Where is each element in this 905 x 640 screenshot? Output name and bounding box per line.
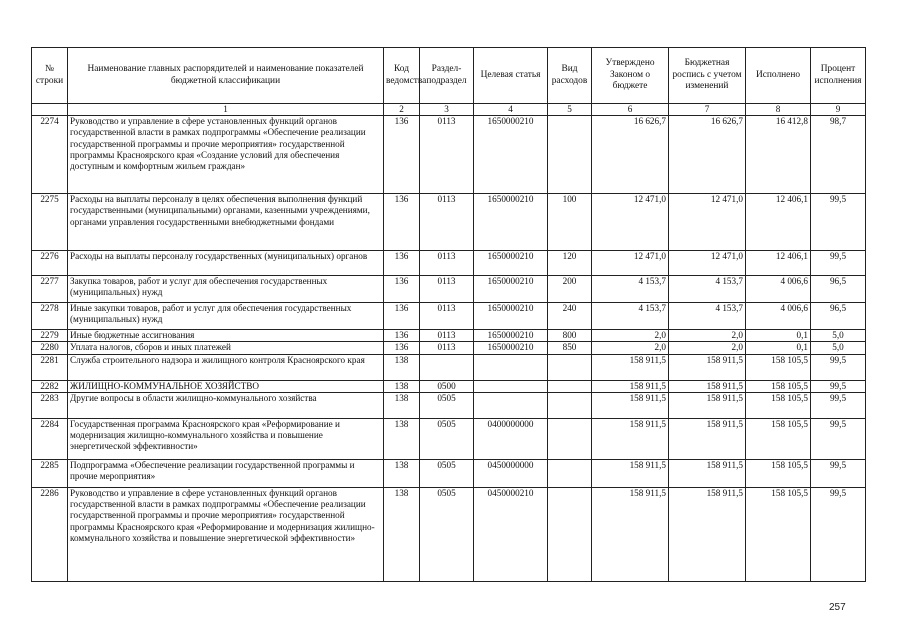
row-percent: 99,5 <box>811 354 866 380</box>
table-row <box>32 303 866 330</box>
table-row <box>32 330 866 342</box>
row-number: 2281 <box>32 354 68 380</box>
row-number: 2283 <box>32 392 68 418</box>
row-section: 0505 <box>420 487 474 581</box>
row-executed: 158 105,5 <box>746 392 811 418</box>
row-budget-schedule: 158 911,5 <box>669 354 746 380</box>
header-section: Раздел-подраздел <box>420 48 474 104</box>
row-budget-schedule: 4 153,7 <box>669 303 746 330</box>
row-percent: 99,5 <box>811 459 866 487</box>
row-dept-code: 138 <box>384 380 420 392</box>
row-approved: 158 911,5 <box>592 354 669 380</box>
row-name: Другие вопросы в области жилищно-коммунального хозяйства <box>68 392 384 418</box>
row-budget-schedule: 158 911,5 <box>669 418 746 459</box>
row-percent: 96,5 <box>811 276 866 303</box>
row-percent: 98,7 <box>811 116 866 194</box>
row-percent: 99,5 <box>811 418 866 459</box>
row-section: 0113 <box>420 116 474 194</box>
row-executed: 158 105,5 <box>746 418 811 459</box>
row-budget-schedule: 12 471,0 <box>669 194 746 251</box>
table-row <box>32 342 866 354</box>
row-number: 2276 <box>32 251 68 276</box>
row-expense-type: 120 <box>548 251 592 276</box>
row-expense-type: 800 <box>548 330 592 342</box>
row-budget-schedule: 2,0 <box>669 342 746 354</box>
row-budget-schedule: 12 471,0 <box>669 251 746 276</box>
header-approved: Утверждено Законом о бюджете <box>592 48 669 104</box>
row-section: 0500 <box>420 380 474 392</box>
row-section: 0505 <box>420 418 474 459</box>
row-name: Закупка товаров, работ и услуг для обеспечения государственных (муниципальных) нужд <box>68 276 384 303</box>
page-number: 257 <box>829 602 846 613</box>
column-number: 1 <box>68 104 384 116</box>
row-approved: 158 911,5 <box>592 392 669 418</box>
row-budget-schedule: 16 626,7 <box>669 116 746 194</box>
row-number: 2280 <box>32 342 68 354</box>
row-target-article: 1650000210 <box>474 251 548 276</box>
row-number: 2278 <box>32 303 68 330</box>
row-number: 2274 <box>32 116 68 194</box>
row-expense-type: 850 <box>548 342 592 354</box>
row-expense-type <box>548 418 592 459</box>
row-name: ЖИЛИЩНО-КОММУНАЛЬНОЕ ХОЗЯЙСТВО <box>68 380 384 392</box>
row-name: Расходы на выплаты персоналу государственных (муниципальных) органов <box>68 251 384 276</box>
row-section: 0505 <box>420 392 474 418</box>
row-executed: 16 412,8 <box>746 116 811 194</box>
header-name: Наименование главных распорядителей и наименование показателей бюджетной классификации <box>68 48 384 104</box>
row-executed: 0,1 <box>746 342 811 354</box>
row-target-article: 0450000210 <box>474 487 548 581</box>
row-executed: 158 105,5 <box>746 354 811 380</box>
table-row <box>32 459 866 487</box>
column-number: 3 <box>420 104 474 116</box>
row-approved: 158 911,5 <box>592 487 669 581</box>
row-target-article: 1650000210 <box>474 194 548 251</box>
column-number: 8 <box>746 104 811 116</box>
header-row <box>32 48 866 104</box>
row-approved: 158 911,5 <box>592 380 669 392</box>
column-number: 6 <box>592 104 669 116</box>
row-target-article: 0450000000 <box>474 459 548 487</box>
row-name: Служба строительного надзора и жилищного контроля Красноярского края <box>68 354 384 380</box>
row-executed: 4 006,6 <box>746 303 811 330</box>
column-number <box>32 104 68 116</box>
row-section: 0113 <box>420 303 474 330</box>
row-executed: 158 105,5 <box>746 459 811 487</box>
row-target-article: 1650000210 <box>474 303 548 330</box>
row-dept-code: 138 <box>384 392 420 418</box>
row-approved: 4 153,7 <box>592 303 669 330</box>
row-expense-type <box>548 392 592 418</box>
row-budget-schedule: 4 153,7 <box>669 276 746 303</box>
row-target-article: 1650000210 <box>474 342 548 354</box>
row-dept-code: 138 <box>384 459 420 487</box>
row-target-article <box>474 380 548 392</box>
table-row <box>32 418 866 459</box>
row-percent: 96,5 <box>811 303 866 330</box>
row-approved: 2,0 <box>592 342 669 354</box>
column-number-row <box>32 104 866 116</box>
table-row <box>32 276 866 303</box>
row-dept-code: 136 <box>384 116 420 194</box>
row-name: Уплата налогов, сборов и иных платежей <box>68 342 384 354</box>
row-dept-code: 138 <box>384 418 420 459</box>
row-target-article <box>474 392 548 418</box>
row-percent: 99,5 <box>811 487 866 581</box>
row-executed: 158 105,5 <box>746 380 811 392</box>
row-percent: 5,0 <box>811 330 866 342</box>
row-executed: 12 406,1 <box>746 251 811 276</box>
row-dept-code: 136 <box>384 342 420 354</box>
column-number: 9 <box>811 104 866 116</box>
row-approved: 2,0 <box>592 330 669 342</box>
header-expense-type: Вид расходов <box>548 48 592 104</box>
row-number: 2286 <box>32 487 68 581</box>
row-section: 0113 <box>420 194 474 251</box>
table-row <box>32 194 866 251</box>
row-number: 2284 <box>32 418 68 459</box>
row-executed: 4 006,6 <box>746 276 811 303</box>
row-dept-code: 136 <box>384 303 420 330</box>
row-budget-schedule: 158 911,5 <box>669 487 746 581</box>
row-approved: 16 626,7 <box>592 116 669 194</box>
row-expense-type: 100 <box>548 194 592 251</box>
row-expense-type: 240 <box>548 303 592 330</box>
row-approved: 4 153,7 <box>592 276 669 303</box>
row-executed: 12 406,1 <box>746 194 811 251</box>
row-section: 0113 <box>420 330 474 342</box>
header-dept-code: Код ведомства <box>384 48 420 104</box>
header-executed: Исполнено <box>746 48 811 104</box>
row-dept-code: 138 <box>384 487 420 581</box>
row-section: 0113 <box>420 276 474 303</box>
row-target-article: 1650000210 <box>474 276 548 303</box>
row-approved: 12 471,0 <box>592 251 669 276</box>
row-name: Руководство и управление в сфере установленных функций органов государственной власти в рамках подпрограммы «Обеспечение реализации государственной программы и прочие мероприятия» государственной программы Красноярского края «Реформирование и модернизация жилищно-коммунального хозяйства и повышение энергетической эффективности» <box>68 487 384 581</box>
table-row <box>32 392 866 418</box>
row-target-article: 1650000210 <box>474 330 548 342</box>
row-expense-type <box>548 459 592 487</box>
row-name: Иные бюджетные ассигнования <box>68 330 384 342</box>
row-budget-schedule: 158 911,5 <box>669 380 746 392</box>
header-row-no: № строки <box>32 48 68 104</box>
row-percent: 99,5 <box>811 380 866 392</box>
row-section: 0505 <box>420 459 474 487</box>
table-row <box>32 380 866 392</box>
row-executed: 158 105,5 <box>746 487 811 581</box>
row-section: 0113 <box>420 251 474 276</box>
row-approved: 12 471,0 <box>592 194 669 251</box>
header-target-article: Целевая статья <box>474 48 548 104</box>
row-name: Подпрограмма «Обеспечение реализации государственной программы и прочие мероприятия» <box>68 459 384 487</box>
row-dept-code: 136 <box>384 251 420 276</box>
row-budget-schedule: 158 911,5 <box>669 459 746 487</box>
row-expense-type <box>548 487 592 581</box>
row-percent: 99,5 <box>811 392 866 418</box>
row-section: 0113 <box>420 342 474 354</box>
row-approved: 158 911,5 <box>592 459 669 487</box>
row-dept-code: 136 <box>384 194 420 251</box>
row-number: 2277 <box>32 276 68 303</box>
row-approved: 158 911,5 <box>592 418 669 459</box>
header-budget-schedule: Бюджетная роспись с учетом изменений <box>669 48 746 104</box>
row-percent: 99,5 <box>811 194 866 251</box>
row-expense-type <box>548 380 592 392</box>
column-number: 7 <box>669 104 746 116</box>
row-expense-type: 200 <box>548 276 592 303</box>
header-percent: Процент исполнения <box>811 48 866 104</box>
column-number: 4 <box>474 104 548 116</box>
row-number: 2285 <box>32 459 68 487</box>
row-name: Руководство и управление в сфере установленных функций органов государственной власти в рамках подпрограммы «Обеспечение реализации государственной программы и прочие мероприятия» государственной программы Красноярского края «Создание условий для обеспечения доступным и комфортным жильем граждан» <box>68 116 384 194</box>
row-dept-code: 138 <box>384 354 420 380</box>
row-budget-schedule: 2,0 <box>669 330 746 342</box>
row-percent: 5,0 <box>811 342 866 354</box>
row-expense-type <box>548 116 592 194</box>
row-number: 2279 <box>32 330 68 342</box>
table-row <box>32 354 866 380</box>
row-target-article <box>474 354 548 380</box>
row-budget-schedule: 158 911,5 <box>669 392 746 418</box>
row-dept-code: 136 <box>384 276 420 303</box>
row-number: 2282 <box>32 380 68 392</box>
row-percent: 99,5 <box>811 251 866 276</box>
row-executed: 0,1 <box>746 330 811 342</box>
row-name: Расходы на выплаты персоналу в целях обеспечения выполнения функций государственными (муниципальными) органами, казенными учреждениями, органами управления государственными внебюджетными фондами <box>68 194 384 251</box>
row-dept-code: 136 <box>384 330 420 342</box>
row-expense-type <box>548 354 592 380</box>
row-target-article: 0400000000 <box>474 418 548 459</box>
row-section <box>420 354 474 380</box>
column-number: 5 <box>548 104 592 116</box>
row-name: Иные закупки товаров, работ и услуг для обеспечения государственных (муниципальных) нужд <box>68 303 384 330</box>
table-row <box>32 116 866 194</box>
row-name: Государственная программа Красноярского края «Реформирование и модернизация жилищно-коммунального хозяйства и повышение энергетической эффективности» <box>68 418 384 459</box>
budget-execution-table <box>31 47 866 582</box>
row-number: 2275 <box>32 194 68 251</box>
table-row <box>32 251 866 276</box>
row-target-article: 1650000210 <box>474 116 548 194</box>
column-number: 2 <box>384 104 420 116</box>
table-row <box>32 487 866 581</box>
table-body <box>32 116 866 582</box>
